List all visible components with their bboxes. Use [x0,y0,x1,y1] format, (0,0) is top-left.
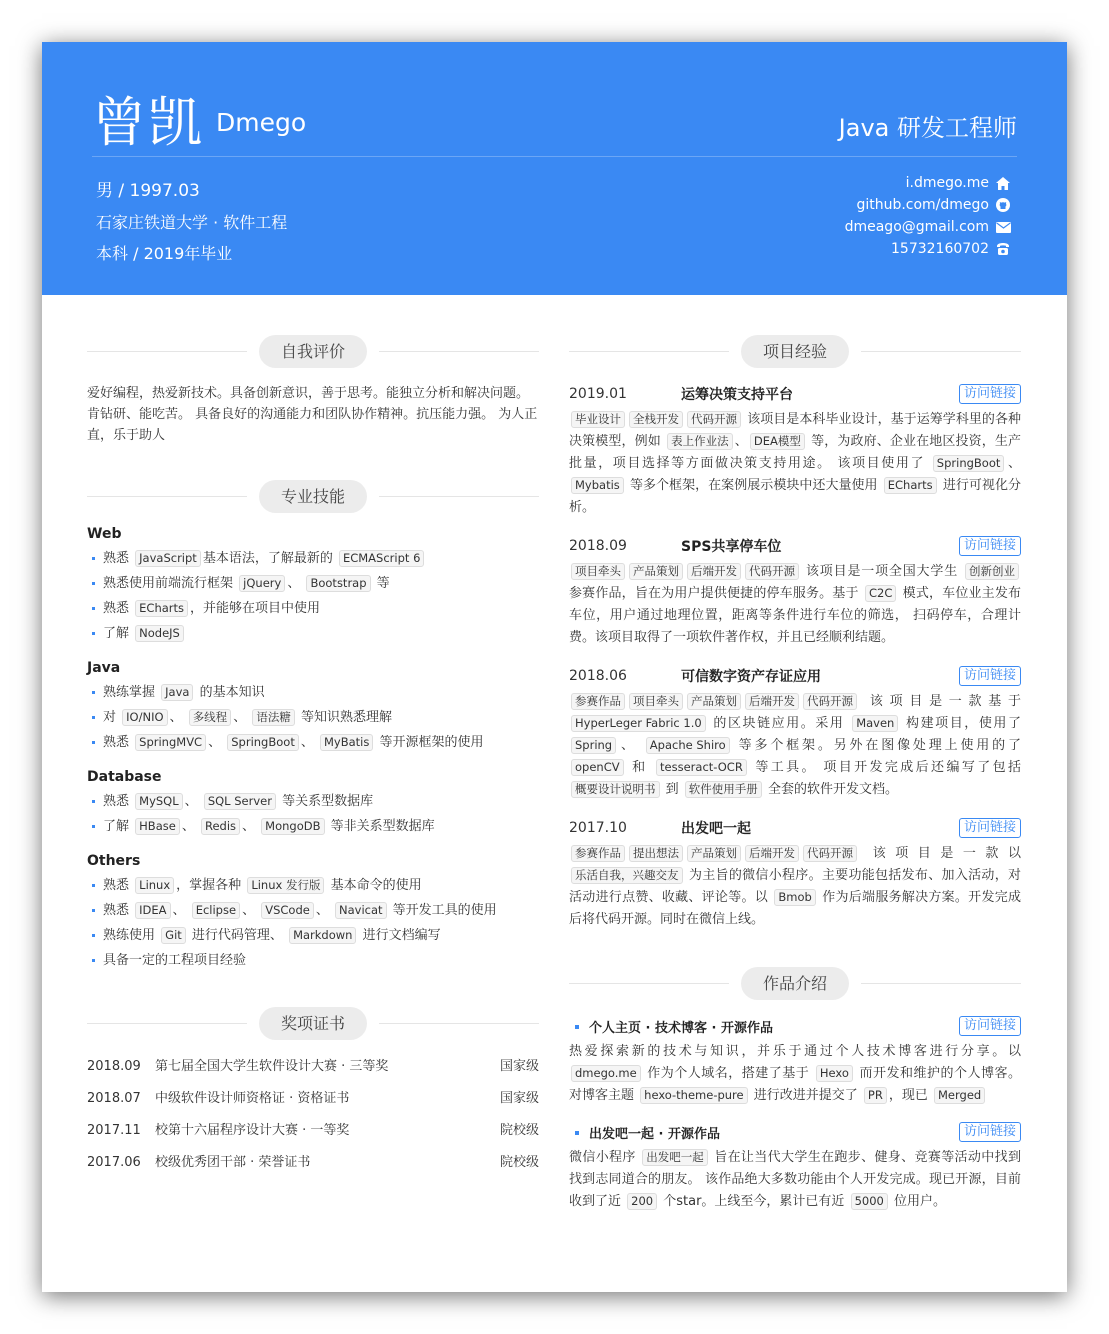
contact-website[interactable] [845,172,1011,194]
job-title: Java 研发工程师 [838,114,1017,142]
section-projects [569,335,1021,369]
skill-item: 熟悉 IDEA 、 Eclipse 、 VSCode 、 Navicat 等开发工具的使用 [87,898,539,923]
project-item: 2019.01 运筹决策支持平台 访问链接 毕业设计 全栈开发 代码开源 该项目是本科毕业设计，基于运筹学科里的各种决策模型，例如 表上作业法 、 DEA模型 等，为政府、企业在地区投资，生产批量，项目选择等方面做决策支持用途。 该项目使用了 SpringBoot 、 Mybatis 等多个框架，在案例展示模块中还大量使用 ECharts 进行可视化分析。 [569,386,1021,515]
skill-item: 熟悉 Linux ，掌握各种 Linux 发行版 基本命令的使用 [87,873,539,898]
mail-icon [995,220,1011,234]
website-text[interactable]: i.dmego.me [905,175,989,191]
section-title: 自我评价 [259,335,367,368]
skill-group-java: Java [87,660,121,676]
section-works [569,967,1021,1001]
resume-sheet [42,42,1067,1292]
skill-item: 对 IO/NIO 、 多线程 、 语法糖 等知识熟悉理解 [87,705,539,730]
left-column [87,295,539,1179]
self-eval-text: 爱好编程，热爱新技术。具备创新意识，善于思考。能独立分析和解决问题。肯钻研、能吃苦。 具备良好的沟通能力和团队协作精神。抗压能力强。 为人正直，乐于助人 [87,386,538,443]
skill-item: 熟悉 JavaScript 基本语法，了解最新的 ECMAScript 6 [87,546,539,571]
skill-item: 熟练掌握 Java 的基本知识 [87,680,539,705]
home-icon [995,176,1011,190]
visit-link-button[interactable]: 访问链接 [959,666,1021,686]
section-title: 专业技能 [259,480,367,513]
skill-item: 熟悉 ECharts ，并能够在项目中使用 [87,596,539,621]
basic-info [96,176,287,269]
skill-item: 具备一定的工程项目经验 [87,948,539,973]
contact-github[interactable] [845,194,1011,216]
work-description: 微信小程序 出发吧一起 旨在让当代大学生在跑步、健身、竞赛等活动中找到找到志同道合的朋友。 该作品绝大多数功能由个人开发完成。现已开源，目前收到了近 200 个star。上线至今，累计已有近 5000 位用户。 [569,1150,1021,1209]
right-column [569,295,1021,1213]
header-divider [92,156,1017,157]
phone-text[interactable]: 15732160702 [891,241,989,257]
visit-link-button[interactable]: 访问链接 [959,384,1021,404]
visit-link-button[interactable]: 访问链接 [959,818,1021,838]
skill-item: 熟悉使用前端流行框架 jQuery 、 Bootstrap 等 [87,571,539,596]
contact-phone[interactable] [845,238,1011,260]
visit-link-button[interactable]: 访问链接 [959,536,1021,556]
github-icon [995,198,1011,212]
section-awards [87,1007,539,1041]
skill-group-others: Others [87,853,141,869]
work-item: 出发吧一起 · 开源作品 访问链接 [569,1121,1021,1143]
name: 曾凯 [92,91,204,154]
award-row: 2017.06 校级优秀团干部 · 荣誉证书 院校级 [87,1155,539,1170]
project-item: 2018.06 可信数字资产存证应用 访问链接 参赛作品 项目牵头 产品策划 后端开发 代码开源 该项目是一款基于 HyperLeger Fabric 1.0 的区块链应用。采用 Maven 构建项目，使用了 Spring 、 Apache Shiro 等多个框架。另外在图像处理上使用的了 openCV 和 tesseract-OCR 等工具。 项目开发完成后还编写了包括 概要设计说明书 到 软件使用手册 全套的软件开发文档。 [569,668,1021,797]
section-self-eval [87,335,539,369]
phone-icon [995,242,1011,256]
contact-email[interactable] [845,216,1011,238]
contacts [845,172,1011,260]
skill-group-database: Database [87,769,162,785]
english-name: Dmego [216,108,307,137]
award-row: 2017.11 校第十六届程序设计大赛 · 一等奖 院校级 [87,1123,539,1138]
resume-header [42,42,1067,295]
award-row: 2018.07 中级软件设计师资格证 · 资格证书 国家级 [87,1091,539,1106]
skill-item: 熟悉 MySQL 、 SQL Server 等关系型数据库 [87,789,539,814]
github-text[interactable]: github.com/dmego [856,197,989,213]
skill-group-web: Web [87,526,122,542]
visit-link-button[interactable]: 访问链接 [959,1122,1021,1142]
skill-item: 熟悉 SpringMVC 、 SpringBoot 、 MyBatis 等开源框架的使用 [87,730,539,755]
gender-birth: 男 / 1997.03 [96,181,200,201]
section-title: 作品介绍 [741,967,849,1000]
skill-item: 了解 HBase 、 Redis 、 MongoDB 等非关系型数据库 [87,814,539,839]
section-skills [87,480,539,514]
skill-item: 了解 NodeJS [87,621,539,646]
email-text[interactable]: dmeago@gmail.com [844,219,989,235]
skill-item: 熟练使用 Git 进行代码管理、 Markdown 进行文档编写 [87,923,539,948]
project-item: 2018.09 SPS共享停车位 访问链接 项目牵头 产品策划 后端开发 代码开源 该项目是一项全国大学生 创新创业 参赛作品，旨在为用户提供便捷的停车服务。基于 C2C 模式，车位业主发布车位，用户通过地理位置，距离等条件进行车位的筛选， 扫码停车，合理计费。该项目取得了一项软件著作权，并且已经顺利结题。 [569,538,1021,645]
section-title: 奖项证书 [259,1007,367,1040]
awards-list [87,1051,539,1179]
school-major: 石家庄铁道大学 · 软件工程 [96,213,288,232]
award-row: 2018.09 第七届全国大学生软件设计大赛 · 三等奖 国家级 [87,1059,539,1074]
section-title: 项目经验 [741,335,849,368]
work-item: 个人主页 · 技术博客 · 开源作品 访问链接 [569,1015,1021,1037]
project-item: 2017.10 出发吧一起 访问链接 参赛作品 提出想法 产品策划 后端开发 代码开源 该项目是一款以 乐活自我，兴趣交友 为主旨的微信小程序。主要功能包括发布、加入活动，对活动进行点赞、收藏、评论等。以 Bmob 作为后端服务解决方案。开发完成后将代码开源。同时在微信上线。 [569,820,1021,927]
degree-graduation: 本科 / 2019年毕业 [96,244,233,263]
visit-link-button[interactable]: 访问链接 [959,1016,1021,1036]
work-description: 热爱探索新的技术与知识，并乐于通过个人技术博客进行分享。以 dmego.me 作为个人域名，搭建了基于 Hexo 而开发和维护的个人博客。对博客主题 hexo-theme-pure 进行改进并提交了 PR ，现已 Merged [569,1044,1021,1103]
